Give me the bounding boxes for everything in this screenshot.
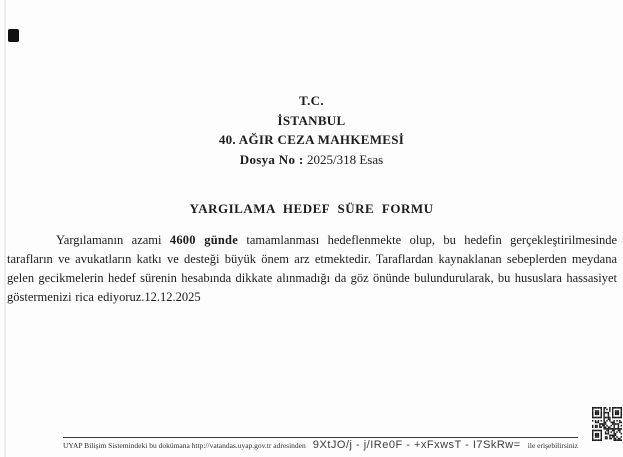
- body-target-duration: 4600 günde: [169, 233, 238, 247]
- corner-mark: [8, 29, 19, 42]
- qr-code-icon: [592, 407, 622, 441]
- document-title: YARGILAMA HEDEF SÜRE FORMU: [189, 201, 434, 216]
- header-line-city: İSTANBUL: [277, 112, 346, 128]
- body-date: 12.12.2025: [144, 290, 201, 304]
- court-header: [0, 91, 623, 169]
- dosya-no-label: Dosya No :: [239, 151, 307, 167]
- page-left-edge: [4, 0, 6, 457]
- dosya-no-value: 2025/318 Esas: [307, 151, 384, 167]
- footer-document-access-code: 9XtJO/j - j/IRe0F - +xFxwsT - I7SkRw=: [312, 439, 521, 451]
- header-line-dosya: [0, 150, 623, 170]
- uyap-footer: [63, 439, 578, 451]
- footer-suffix-text: ile erişebilirsiniz: [527, 441, 578, 450]
- footer-prefix-text: UYAP Bilişim Sistemindeki bu dokümana http://vatandas.uyap.gov.tr adresinden: [63, 441, 306, 450]
- body-paragraph: [7, 231, 617, 307]
- header-line-court: 40. AĞIR CEZA MAHKEMESİ: [218, 132, 405, 147]
- body-text-intro: Yargılamanın azami: [56, 233, 170, 247]
- footer-divider: [63, 437, 578, 438]
- body-text-rest: tamamlanması hedeflenmekte olup, bu hedefin gerçekleştirilmesinde tarafların ve avukatların katkı ve desteği büyük önem arz etmektedir. Taraflardan kaynaklanan sebeplerden meydana gelen gecikmelerin hedef sürenin hesabında dikkate alınmadığı da göz önünde bulundurularak, bu hususlara hassasiyet göstermenizi rica ediyoruz.: [7, 233, 618, 304]
- header-line-tc: T.C.: [299, 93, 324, 108]
